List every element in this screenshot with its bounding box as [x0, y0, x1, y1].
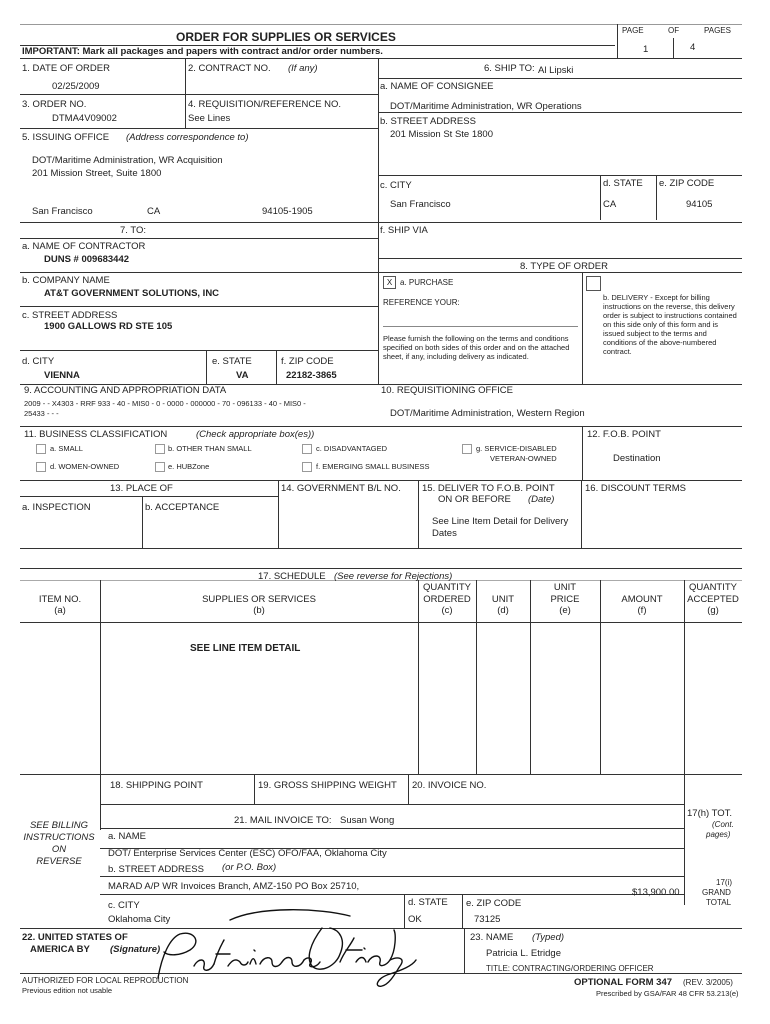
col-qty-sub: (c) [441, 605, 453, 616]
form-title: ORDER FOR SUPPLIES OR SERVICES [176, 30, 396, 44]
col-unit-price-1: UNIT [553, 582, 577, 593]
accounting-label: 9. ACCOUNTING AND APPROPRIATION DATA [24, 385, 227, 396]
acceptance-label: b. ACCEPTANCE [145, 502, 220, 513]
issuing-office-zip: 94105-1905 [262, 206, 313, 217]
col-supplies: SUPPLIES OR SERVICES [202, 594, 316, 605]
hubzone-label: e. HUBZone [168, 462, 210, 471]
small-checkbox[interactable] [36, 444, 46, 454]
service-disabled-label: g. SERVICE-DISABLED [476, 444, 557, 453]
business-class-label: 11. BUSINESS CLASSIFICATION [24, 429, 168, 440]
invoice-street-value: MARAD A/P WR Invoices Branch, AMZ-150 PO Box 25710, [108, 881, 360, 892]
issuing-office-city: San Francisco [32, 206, 93, 217]
emerging-small-business-label: f. EMERGING SMALL BUSINESS [316, 462, 430, 471]
accounting-line2: 25433 - - - [24, 409, 59, 418]
billing-line4: REVERSE [36, 856, 82, 867]
small-label: a. SMALL [50, 444, 83, 453]
invoice-street-qualifier: (or P.O. Box) [222, 862, 277, 873]
page-number: 1 [643, 44, 649, 55]
total-cont-sub2: pages) [706, 830, 731, 839]
purchase-label: a. PURCHASE [400, 278, 454, 287]
grand-total-sub1: GRAND [702, 888, 731, 897]
mail-invoice-to: Susan Wong [340, 815, 395, 826]
company-label: b. COMPANY NAME [22, 275, 110, 286]
col-unit-price-sub: (e) [559, 605, 571, 616]
col-amount: AMOUNT [621, 594, 663, 605]
footer-reproduction: AUTHORIZED FOR LOCAL REPRODUCTION [22, 976, 189, 985]
disadvantaged-label: c. DISADVANTAGED [316, 444, 387, 453]
ship-to-value: Al Lipski [538, 65, 574, 76]
ship-via-label: f. SHIP VIA [380, 225, 428, 236]
other-than-small-label: b. OTHER THAN SMALL [168, 444, 252, 453]
consignee-value: DOT/Maritime Administration, WR Operations [390, 101, 582, 112]
billing-line3: ON [51, 844, 67, 855]
footer-prescribed: Prescribed by GSA/FAR 48 CFR 53.213(e) [596, 989, 739, 998]
col-qty-accepted-sub: (g) [707, 605, 719, 616]
ship-state-value: CA [603, 199, 617, 210]
ship-street-label: b. STREET ADDRESS [380, 116, 476, 127]
gov-bl-label: 14. GOVERNMENT B/L NO. [281, 483, 401, 494]
invoice-city-label: c. CITY [108, 900, 140, 911]
typed-name-label: 23. NAME [470, 932, 514, 943]
signature-label: (Signature) [110, 944, 161, 955]
page-label: PAGE [622, 26, 644, 35]
schedule-label: 17. SCHEDULE [258, 571, 326, 582]
order-no-value: DTMA4V09002 [52, 113, 117, 124]
issuing-office-line1: DOT/Maritime Administration, WR Acquisition [32, 155, 223, 166]
usa-by-label2: AMERICA BY [30, 944, 90, 955]
col-amount-sub: (f) [637, 605, 647, 616]
issuing-office-qualifier: (Address correspondence to) [126, 132, 249, 143]
col-qty: QUANTITY [422, 582, 472, 593]
total-cont-sub1: (Cont. [712, 820, 734, 829]
col-supplies-sub: (b) [253, 605, 265, 616]
schedule-qualifier: (See reverse for Rejections) [334, 571, 453, 582]
delivery-date-value1: See Line Item Detail for Delivery [432, 516, 569, 527]
ship-city-value: San Francisco [390, 199, 451, 210]
requisition-value: See Lines [188, 113, 231, 124]
invoice-zip-value: 73125 [474, 914, 501, 925]
signature [150, 900, 420, 992]
veteran-owned-label: VETERAN-OWNED [490, 454, 557, 463]
mail-invoice-label: 21. MAIL INVOICE TO: [234, 815, 332, 826]
col-item-no: ITEM NO. [38, 594, 82, 605]
fob-point-label: 12. F.O.B. POINT [587, 429, 661, 440]
grand-total-amount: $13,900.00 [632, 887, 680, 898]
invoice-zip-label: e. ZIP CODE [466, 898, 522, 909]
consignee-label: a. NAME OF CONSIGNEE [380, 81, 494, 92]
other-than-small-checkbox[interactable] [155, 444, 165, 454]
business-class-qualifier: (Check appropriate box(es)) [196, 429, 315, 440]
typed-name-qualifier: (Typed) [532, 932, 565, 943]
purchase-checkbox[interactable]: X [383, 276, 396, 289]
hubzone-checkbox[interactable] [155, 462, 165, 472]
place-of-label: 13. PLACE OF [110, 483, 173, 494]
contractor-zip-value: 22182-3865 [286, 370, 337, 381]
shipping-point-label: 18. SHIPPING POINT [110, 780, 203, 791]
furnish-text: Please furnish the following on the terms and conditions specified on both sides of this order and on the attached sheet, if any, including delivery as indicated. [383, 334, 570, 361]
type-of-order-label: 8. TYPE OF ORDER [520, 261, 608, 272]
usa-by-label: 22. UNITED STATES OF [22, 932, 128, 943]
disadvantaged-checkbox[interactable] [302, 444, 312, 454]
on-or-before-qualifier: (Date) [528, 494, 555, 505]
contractor-street-label: c. STREET ADDRESS [22, 310, 118, 321]
to-label: 7. TO: [120, 225, 147, 236]
contractor-state-value: VA [236, 370, 249, 381]
contract-no-label: 2. CONTRACT NO. [188, 63, 271, 74]
grand-total-sub2: TOTAL [706, 898, 732, 907]
order-no-label: 3. ORDER NO. [22, 99, 87, 110]
delivery-date-value2: Dates [432, 528, 457, 539]
ship-state-label: d. STATE [603, 178, 643, 189]
contractor-label: a. NAME OF CONTRACTOR [22, 241, 146, 252]
line-item-text: SEE LINE ITEM DETAIL [190, 643, 301, 654]
col-qty-ordered: ORDERED [423, 594, 471, 605]
inspection-label: a. INSPECTION [22, 502, 91, 513]
invoice-name-label: a. NAME [108, 831, 147, 842]
ship-to-label: 6. SHIP TO: [484, 63, 535, 74]
invoice-state-value: OK [408, 914, 422, 925]
col-qty-accepted-1: QUANTITY [688, 582, 738, 593]
col-item-no-sub: (a) [54, 605, 66, 616]
col-unit-sub: (d) [497, 605, 509, 616]
footer-form-number: OPTIONAL FORM 347 [574, 977, 673, 988]
deliver-fob-label: 15. DELIVER TO F.O.B. POINT [422, 483, 555, 494]
issuing-office-label: 5. ISSUING OFFICE [22, 132, 110, 143]
contractor-street-value: 1900 GALLOWS RD STE 105 [44, 321, 173, 332]
on-or-before-label: ON OR BEFORE [438, 494, 511, 505]
issuing-office-line2: 201 Mission Street, Suite 1800 [32, 168, 162, 179]
date-of-order-label: 1. DATE OF ORDER [22, 63, 110, 74]
ship-zip-value: 94105 [686, 199, 713, 210]
company-value: AT&T GOVERNMENT SOLUTIONS, INC [44, 288, 220, 299]
requisitioning-office-value: DOT/Maritime Administration, Western Region [390, 408, 585, 419]
discount-terms-label: 16. DISCOUNT TERMS [585, 483, 687, 494]
requisition-label: 4. REQUISITION/REFERENCE NO. [188, 99, 342, 110]
women-owned-checkbox[interactable] [36, 462, 46, 472]
contractor-city-value: VIENNA [44, 370, 80, 381]
fob-point-value: Destination [613, 453, 661, 464]
contract-no-qualifier: (If any) [288, 63, 318, 74]
col-unit: UNIT [491, 594, 515, 605]
contractor-duns: DUNS # 009683442 [44, 254, 130, 265]
pages-label: PAGES [704, 26, 731, 35]
invoice-street-label: b. STREET ADDRESS [108, 864, 204, 875]
footer-previous-edition: Previous edition not usable [22, 986, 113, 995]
women-owned-label: d. WOMEN-OWNED [50, 462, 120, 471]
important-note: IMPORTANT: Mark all packages and papers with contract and/or order numbers. [22, 46, 383, 57]
emerging-small-business-checkbox[interactable] [302, 462, 312, 472]
officer-title: TITLE: CONTRACTING/ORDERING OFFICER [486, 964, 654, 973]
ship-street-value: 201 Mission St Ste 1800 [390, 129, 493, 140]
contractor-state-label: e. STATE [212, 356, 252, 367]
billing-line2: INSTRUCTIONS [23, 832, 95, 843]
total-cont-label: 17(h) TOT. [687, 808, 733, 819]
footer-revision: (REV. 3/2005) [683, 978, 733, 987]
invoice-city-value: Oklahoma City [108, 914, 171, 925]
grand-total-label: 17(i) [716, 878, 733, 887]
total-pages: 4 [690, 42, 696, 53]
service-disabled-checkbox[interactable] [462, 444, 472, 454]
of-label: OF [668, 26, 680, 35]
invoice-state-label: d. STATE [408, 897, 448, 908]
billing-line1: SEE BILLING [29, 820, 89, 831]
requisitioning-office-label: 10. REQUISITIONING OFFICE [381, 385, 513, 396]
contractor-zip-label: f. ZIP CODE [281, 356, 334, 367]
col-qty-accepted-2: ACCEPTED [687, 594, 739, 605]
typed-name-value: Patricia L. Etridge [486, 948, 561, 959]
delivery-text: b. DELIVERY - Except for billing instructions on the reverse, this delivery order is subject to instructions contained on this side only of this form and is issued subject to the terms and conditions of the above-numbered contract. [603, 293, 737, 356]
ship-zip-label: e. ZIP CODE [659, 178, 715, 189]
col-unit-price-2: PRICE [550, 594, 580, 605]
gross-weight-label: 19. GROSS SHIPPING WEIGHT [258, 780, 397, 791]
invoice-name-value: DOT/ Enterprise Services Center (ESC) OFO/FAA, Oklahoma City [108, 848, 387, 859]
ship-city-label: c. CITY [380, 180, 412, 191]
reference-your-label: REFERENCE YOUR: [383, 298, 460, 307]
issuing-office-state: CA [147, 206, 161, 217]
accounting-line1: 2009 - - X4303 - RRF 933 - 40 - MIS0 - 0 - 0000 - 000000 - 70 - 096133 - 40 - MIS0 - [24, 399, 306, 408]
contractor-city-label: d. CITY [22, 356, 55, 367]
delivery-checkbox[interactable] [586, 276, 601, 291]
date-of-order-value: 02/25/2009 [52, 81, 100, 92]
invoice-no-label: 20. INVOICE NO. [412, 780, 487, 791]
